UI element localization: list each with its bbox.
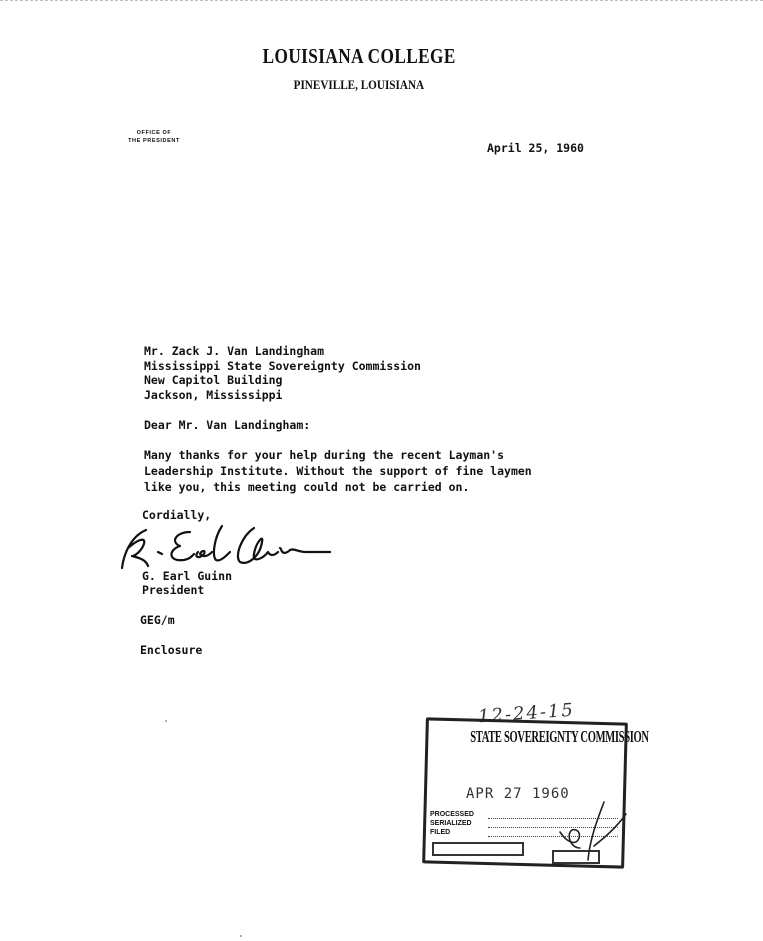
closing: Cordially,: [142, 508, 212, 522]
office-of-president: [118, 129, 190, 145]
stamp-bottom-box-left: [432, 842, 524, 856]
stamp-initials-scribble: [554, 798, 630, 874]
recipient-address: [144, 344, 421, 402]
letterhead-location: PINEVILLE, LOUISIANA: [293, 77, 425, 92]
office-line-1: OFFICE OF: [136, 130, 172, 136]
stamp-field-labels: [430, 810, 474, 837]
handwritten-file-number: 12-24-15: [477, 699, 576, 728]
letterhead-college-name: LOUISIANA COLLEGE: [262, 44, 456, 68]
letter-date: April 25, 1960: [487, 141, 584, 155]
stamp-field-serialized: SERIALIZED: [430, 820, 472, 827]
handwritten-signature: [118, 522, 333, 574]
signer-name: G. Earl Guinn: [142, 569, 233, 583]
body-line-1: Many thanks for your help during the recent Layman's: [144, 448, 505, 462]
perforated-edge: [0, 0, 763, 1]
salutation: Dear Mr. Van Landingham:: [144, 418, 311, 432]
enclosure-note: Enclosure: [140, 643, 203, 657]
stamp-field-processed: PROCESSED: [430, 811, 474, 818]
body-line-2: Leadership Institute. Without the support of fine laymen: [144, 464, 532, 478]
recipient-building: New Capitol Building: [144, 373, 283, 387]
office-line-2: THE PRESIDENT: [128, 138, 180, 144]
recipient-organization: Mississippi State Sovereignty Commission: [144, 358, 421, 373]
recipient-city: Jackson, Mississippi: [144, 387, 283, 402]
stamp-date: APR 27 1960: [466, 786, 570, 802]
reference-initials: GEG/m: [140, 613, 175, 627]
body-line-3: like you, this meeting could not be carried on.: [144, 480, 470, 494]
speck: [165, 720, 167, 722]
stamp-field-filed: FILED: [430, 829, 451, 836]
stamp-title: STATE SOVEREIGNTY COMMISSION: [470, 727, 649, 746]
signer-title: President: [142, 583, 205, 597]
speck: [240, 935, 242, 937]
recipient-name: Mr. Zack J. Van Landingham: [144, 344, 325, 358]
